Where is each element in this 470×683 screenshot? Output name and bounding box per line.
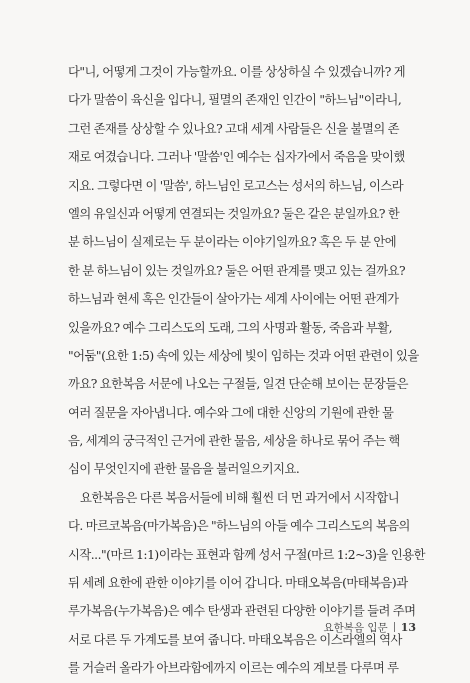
body-line: 뒤 세례 요한에 관한 이야기를 이어 갑니다. 마태오복음(마태복음)과 <box>68 576 408 591</box>
body-line: 다가 말씀이 육신을 입다니, 필멸의 존재인 인간이 "하느님"이라니, <box>68 93 402 108</box>
body-line: 다. 마르코복음(마가복음)은 "하느님의 아들 예수 그리스도의 복음의 <box>68 519 410 534</box>
running-title: 요한복음 입문 <box>323 622 388 634</box>
body-line: 지요. 그렇다면 이 '말씀', 하느님인 로고스는 성서의 하느님, 이스라 <box>68 178 404 193</box>
body-line: 재로 여겼습니다. 그러나 '말씀'인 예수는 십자가에서 죽음을 맞이했 <box>68 150 405 165</box>
body-line: 루가복음(누가복음)은 예수 탄생과 관련된 다양한 이야기를 들려 주며 <box>68 604 416 619</box>
body-text <box>68 58 425 683</box>
body-line: 있을까요? 예수 그리스도의 도래, 그의 사명과 활동, 죽음과 부활, <box>68 320 393 335</box>
body-line: 한 분 하느님이 있는 것일까요? 둘은 어떤 관계를 맺고 있는 걸까요? <box>68 263 406 278</box>
body-line: 음, 세계의 궁극적인 근거에 관한 물음, 세상을 하나로 묶어 주는 핵 <box>68 434 400 449</box>
body-line: 심이 무엇인지에 관한 물음을 불러일으키지요. <box>68 462 300 477</box>
body-line: 까요? 요한복음 서문에 나오는 구절들, 일견 단순해 보이는 문장들은 <box>68 377 409 392</box>
body-line: 서로 다른 두 가계도를 보여 줍니다. 마태오복음은 이스라엘의 역사 <box>68 632 402 647</box>
body-line: 시작..."(마르 1:1)이라는 표현과 함께 성서 구절(마르 1:2~3)을 인용한 <box>68 547 425 562</box>
body-line: 분 하느님이 실제로는 두 분이라는 이야기일까요? 혹은 두 분 안에 <box>68 235 397 250</box>
body-line: 하느님과 현세 혹은 인간들이 살아가는 세계 사이에는 어떤 관계가 <box>68 292 399 307</box>
page-number: 13 <box>400 621 416 634</box>
paragraph-start-line: 요한복음은 다른 복음서들에 비해 훨씬 더 먼 과거에서 시작합니 <box>80 490 400 505</box>
body-line: 그런 존재를 상상할 수 있나요? 고대 세계 사람들은 신을 불멸의 존 <box>68 121 400 136</box>
body-line: 엘의 유일신과 어떻게 연결되는 것일까요? 둘은 같은 분일까요? 한 <box>68 206 400 221</box>
page-footer <box>0 620 416 635</box>
footer-divider <box>394 622 395 632</box>
body-line: 여러 질문을 자아냅니다. 예수와 그에 대한 신앙의 기원에 관한 물 <box>68 405 394 420</box>
body-line: 다"니, 어떻게 그것이 가능할까요. 이를 상상하실 수 있겠습니까? 게 <box>68 65 406 79</box>
body-line: "어둠"(요한 1:5) 속에 있는 세상에 빛이 임하는 것과 어떤 관련이 있을 <box>68 348 419 363</box>
body-line: 를 거슬러 올라가 아브라함에까지 이르는 예수의 계보를 다루며 루 <box>68 661 399 676</box>
